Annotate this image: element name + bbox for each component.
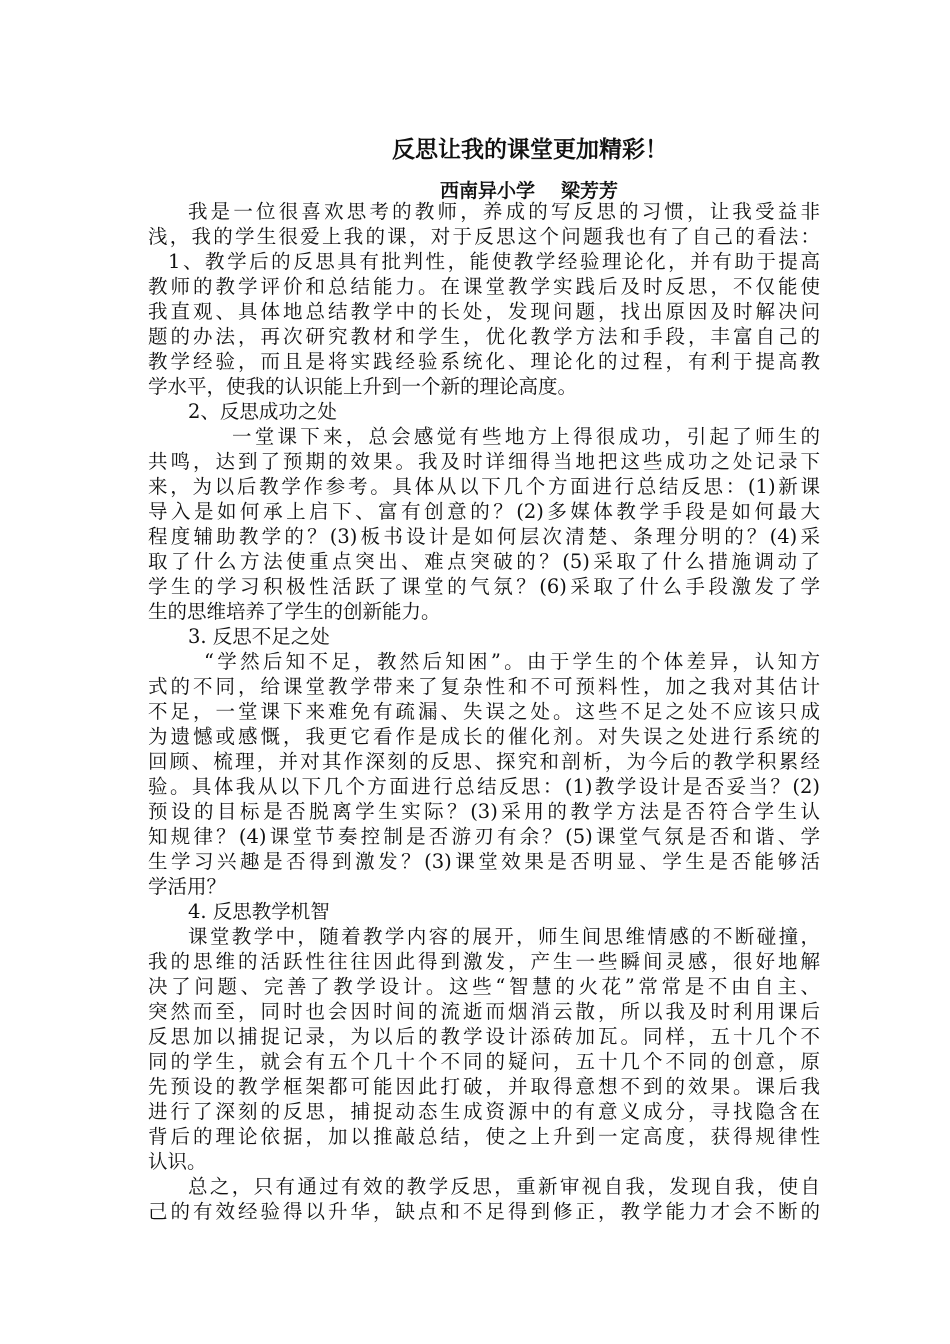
section-heading: 2、反思成功之处	[188, 400, 337, 423]
text-line: 进行了深刻的反思，捕捉动态生成资源中的有意义成分，寻找隐含在	[148, 1100, 820, 1123]
text-line: 认识。	[148, 1150, 207, 1173]
text-line: 决了问题、完善了教学设计。这些“智慧的火花”常常是不由自主、	[148, 975, 820, 998]
text-line: 己的有效经验得以升华，缺点和不足得到修正，教学能力才会不断的	[148, 1200, 820, 1223]
text-line: 题的办法，再次研究教材和学生，优化教学方法和手段，丰富自己的	[148, 325, 820, 348]
text-line: 学生的学习积极性活跃了课堂的气氛？(6)采取了什么手段激发了学	[148, 575, 820, 598]
text-line: 先预设的教学框架都可能因此打破，并取得意想不到的效果。课后我	[148, 1075, 820, 1098]
text-line: 我的思维的活跃性往往因此得到激发，产生一些瞬间灵感，很好地解	[148, 950, 820, 973]
text-line: 背后的理论依据，加以推敲总结，使之上升到一定高度，获得规律性	[148, 1125, 820, 1148]
text-line: 浅，我的学生很爱上我的课，对于反思这个问题我也有了自己的看法：	[148, 225, 820, 248]
author-name: 梁芳芳	[561, 180, 619, 202]
text-line: 反思加以捕捉记录，为以后的教学设计添砖加瓦。同样，五十几个不	[148, 1025, 820, 1048]
text-line: 知规律？(4)课堂节奏控制是否游刃有余？(5)课堂气氛是否和谐、学	[148, 825, 820, 848]
text-line: 同的学生，就会有五个几十个不同的疑问，五十几个不同的创意，原	[148, 1050, 820, 1073]
text-line: 1、教学后的反思具有批判性，能使教学经验理论化，并有助于提高	[168, 250, 820, 273]
section-heading: 4. 反思教学机智	[188, 900, 330, 923]
text-line: 学活用？	[148, 875, 227, 898]
text-line: 生学习兴趣是否得到激发？(3)课堂效果是否明显、学生是否能够活	[148, 850, 820, 873]
text-line: 来，为以后教学作参考。具体从以下几个方面进行总结反思：(1)新课	[148, 475, 820, 498]
document-title: 反思让我的课堂更加精彩！	[392, 136, 668, 163]
text-line: 导入是如何承上启下、富有创意的？(2)多媒体教学手段是如何最大	[148, 500, 820, 523]
text-line: 程度辅助教学的？(3)板书设计是如何层次清楚、条理分明的？(4)采	[148, 525, 820, 548]
text-line: 教师的教学评价和总结能力。在课堂教学实践后及时反思，不仅能使	[148, 275, 820, 298]
text-line: 预设的目标是否脱离学生实际？(3)采用的教学方法是否符合学生认	[148, 800, 820, 823]
text-line: 为遗憾或感慨，我更它看作是成长的催化剂。对失误之处进行系统的	[148, 725, 820, 748]
school-name: 西南异小学	[440, 180, 536, 202]
document-body	[148, 199, 820, 1224]
text-line: 学水平，使我的认识能上升到一个新的理论高度。	[148, 375, 578, 398]
text-line: 课堂教学中，随着教学内容的展开，师生间思维情感的不断碰撞，	[188, 925, 820, 948]
text-line: 不足，一堂课下来难免有疏漏、失误之处。这些不足之处不应该只成	[148, 700, 820, 723]
text-line: 我是一位很喜欢思考的教师，养成的写反思的习惯，让我受益非	[188, 200, 820, 223]
text-line: 一堂课下来，总会感觉有些地方上得很成功，引起了师生的	[232, 425, 820, 448]
text-line: 共鸣，达到了预期的效果。我及时详细得当地把这些成功之处记录下	[148, 450, 820, 473]
text-line: 验。具体我从以下几个方面进行总结反思：(1)教学设计是否妥当？(2)	[148, 775, 820, 798]
text-line: 总之，只有通过有效的教学反思，重新审视自我，发现自我，使自	[188, 1175, 820, 1198]
text-line: 突然而至，同时也会因时间的流逝而烟消云散，所以我及时利用课后	[148, 1000, 820, 1023]
text-line: 教学经验，而且是将实践经验系统化、理论化的过程，有利于提高教	[148, 350, 820, 373]
text-line: 我直观、具体地总结教学中的长处，发现问题，找出原因及时解决问	[148, 300, 820, 323]
text-line: 式的不同，给课堂教学带来了复杂性和不可预料性，加之我对其估计	[148, 675, 820, 698]
text-line: 回顾、梳理，并对其作深刻的反思、探究和剖析，为今后的教学积累经	[148, 750, 820, 773]
text-line: “学然后知不足，教然后知困”。由于学生的个体差异，认知方	[204, 650, 820, 673]
section-heading: 3. 反思不足之处	[188, 625, 330, 648]
text-line: 生的思维培养了学生的创新能力。	[148, 600, 441, 623]
text-line: 取了什么方法使重点突出、难点突破的？(5)采取了什么措施调动了	[148, 550, 820, 573]
